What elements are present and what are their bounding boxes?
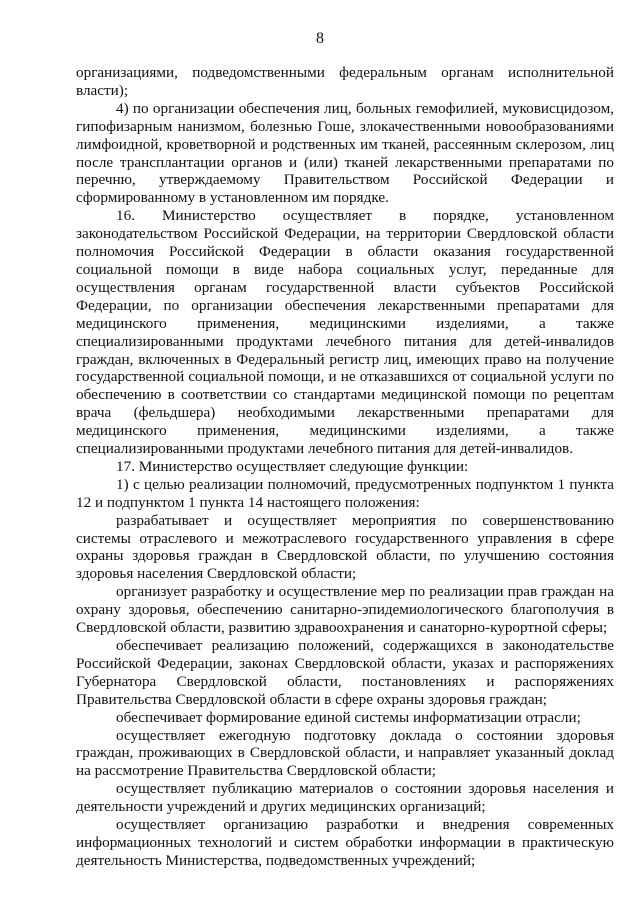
paragraph-function: обеспечивает формирование единой системы информатизации отрасли; (116, 708, 581, 726)
paragraph-subitem-1: 1) с целью реализации полномочий, предусмотренных подпунктом 1 пункта 12 и подпунктом 1 пункта 14 настоящего положения: (76, 475, 614, 511)
page-number: 8 (316, 30, 324, 47)
paragraph-clause-17: 17. Министерство осуществляет следующие функции: (116, 457, 469, 475)
paragraph-item-4: 4) по организации обеспечения лиц, больных гемофилией, муковисцидозом, гипофизарным нанизмом, болезнью Гоше, злокачественными новообразованиями лимфоидной, кроветворной и родственных им тканей, рассеянным склерозом, лиц после трансплантации органов и (или) тканей лекарственными препаратами по перечню, утверждаемому Правительством Российской Федерации и сформированному в установленном им порядке. (76, 99, 614, 207)
paragraph-function: осуществляет организацию разработки и внедрения современных информационных технологий и систем обработки информации в практическую деятельность Министерства, подведомственных учреждений; (76, 816, 614, 869)
paragraph-continuation: организациями, подведомственными федеральным органам исполнительной власти); (76, 64, 614, 99)
paragraph-clause-16: 16. Министерство осуществляет в порядке, установленном законодательством Российской Федерации, на территории Свердловской области полномочия Российской Федерации в области оказания государственной социальной помощи в виде набора социальных услуг, переданные для осуществления органам государственной власти субъектов Российской Федерации, по организации обеспечения лекарственными препаратами для медицинского применения, медицинскими изделиями, а также специализированными продуктами лечебного питания для детей-инвалидов граждан, включенных в Федеральный регистр лиц, имеющих право на получение государственной социальной помощи, и не отказавшихся от социальной услуги по обеспечению в соответствии со стандартами медицинской помощи по рецептам врача (фельдшера) необходимыми лекарственными препаратами для медицинского применения, медицинскими изделиями, а также специализированными продуктами лечебного питания для детей-инвалидов. (76, 207, 614, 458)
paragraph-function: организует разработку и осуществление мер по реализации прав граждан на охрану здоровья, обеспечению санитарно-эпидемиологического благополучия в Свердловской области, развитию здравоохранения и санаторно-курортной сферы; (76, 583, 614, 637)
paragraph-function: обеспечивает реализацию положений, содержащихся в законодательстве Российской Федерации, законах Свердловской области, указах и распоряжениях Губернатора Свердловской области, постановлениях и распоряжениях Правительства Свердловской области в сфере охраны здоровья граждан; (76, 637, 614, 708)
paragraph-function: осуществляет ежегодную подготовку доклада о состоянии здоровья граждан, проживающих в Свердловской области, и направляет указанный доклад на рассмотрение Правительства Свердловской области; (76, 726, 614, 780)
paragraph-function: осуществляет публикацию материалов о состоянии здоровья населения и деятельности учреждений и других медицинских организаций; (76, 780, 614, 816)
document-body (76, 64, 614, 870)
paragraph-function: разрабатывает и осуществляет мероприятия по совершенствованию системы отраслевого и межотраслевого государственного управления в сфере охраны здоровья граждан в Свердловской области, по улучшению состояния здоровья населения Свердловской области; (76, 511, 614, 583)
